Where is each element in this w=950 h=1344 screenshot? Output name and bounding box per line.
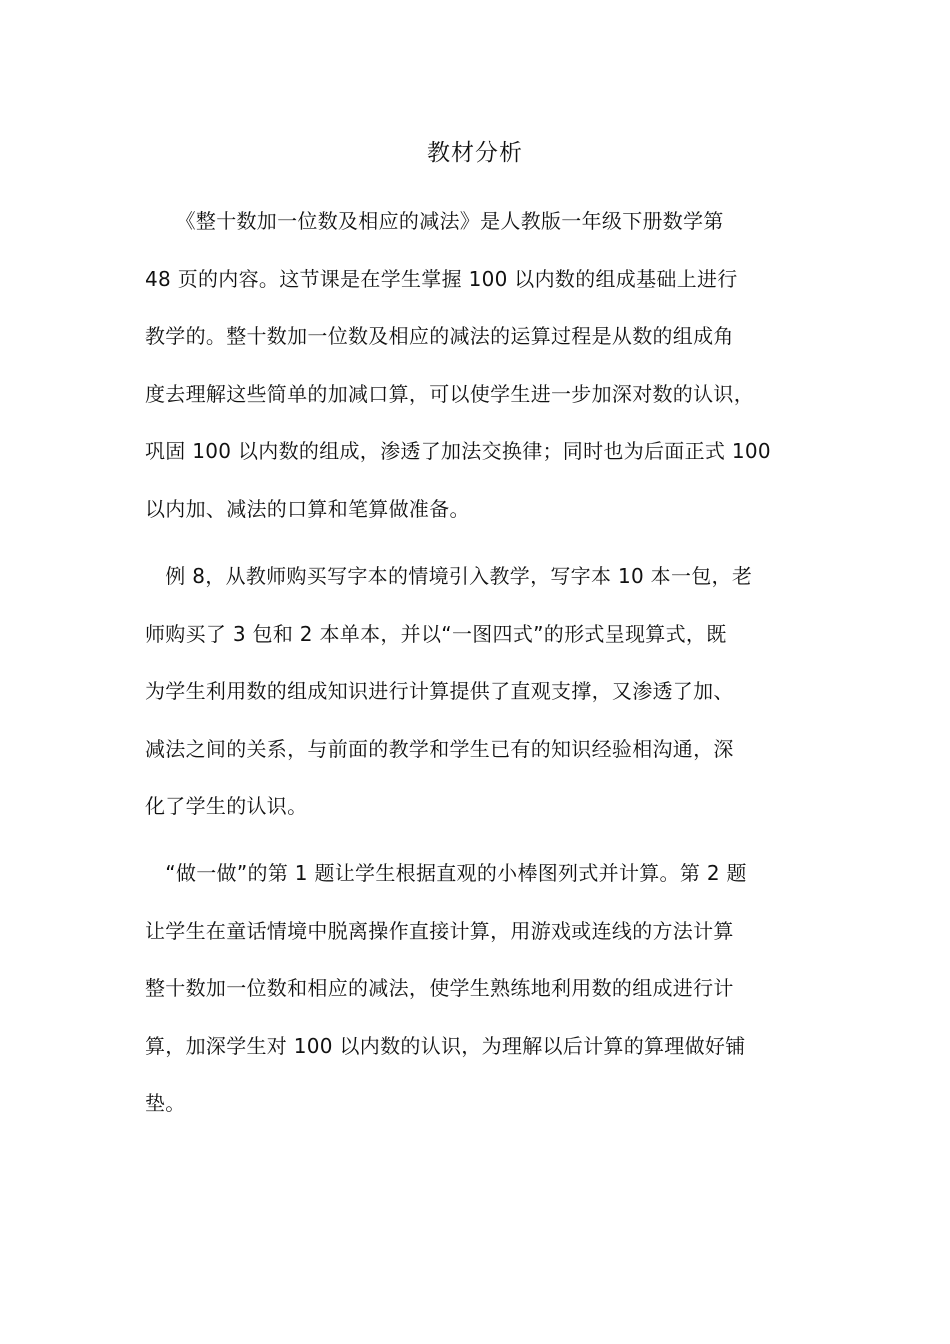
- paragraph-line: 减法之间的关系，与前面的教学和学生已有的知识经验相沟通，深: [145, 736, 734, 761]
- paragraph-line: 整十数加一位数和相应的减法，使学生熟练地利用数的组成进行计: [145, 976, 734, 1000]
- paragraph-line: 垫。: [145, 1091, 186, 1115]
- paragraph-2: [145, 548, 810, 836]
- paragraph-line: 为学生利用数的组成知识进行计算提供了直观支撑，又渗透了加、: [145, 679, 734, 703]
- paragraph-line: 算，加深学生对 100 以内数的认识，为理解以后计算的算理做好铺: [145, 1033, 746, 1058]
- paragraph-line: 巩固 100 以内数的组成，渗透了加法交换律；同时也为后面正式 100: [145, 439, 771, 463]
- paragraph-line: 度去理解这些简单的加减口算，可以使学生进一步加深对数的认识，: [145, 381, 754, 406]
- document-title: 教材分析: [427, 140, 523, 166]
- paragraph-line: 48 页的内容。这节课是在学生掌握 100 以内数的组成基础上进行: [145, 266, 738, 291]
- paragraph-line: 教学的。整十数加一位数及相应的减法的运算过程是从数的组成角: [145, 324, 734, 348]
- paragraph-line: 《整十数加一位数及相应的减法》是人教版一年级下册数学第: [145, 209, 724, 233]
- paragraph-line: 师购买了 3 包和 2 本单本，并以“一图四式”的形式呈现算式，既: [145, 621, 727, 646]
- paragraph-line: 以内加、减法的口算和笔算做准备。: [145, 496, 470, 521]
- paragraph-line: “做一做”的第 1 题让学生根据直观的小棒图列式并计算。第 2 题: [145, 861, 747, 885]
- paragraph-3: [145, 845, 810, 1133]
- paragraph-1: [145, 193, 810, 538]
- paragraph-line: 化了学生的认识。: [145, 794, 308, 818]
- paragraph-line: 例 8，从教师购买写字本的情境引入教学，写字本 10 本一包，老: [145, 564, 753, 588]
- paragraph-line: 让学生在童话情境中脱离操作直接计算，用游戏或连线的方法计算: [145, 918, 734, 943]
